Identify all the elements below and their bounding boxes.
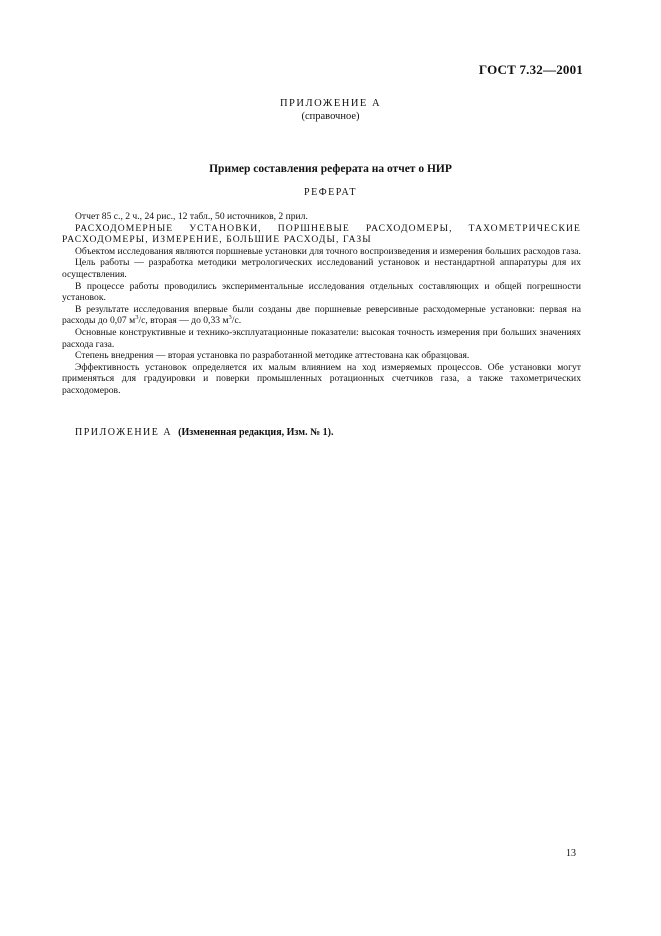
paragraph-process: В процессе работы проводились экспериментальные исследования отдельных составляющих и общей погрешности установок. <box>62 280 581 304</box>
amendment-label: ПРИЛОЖЕНИЕ А <box>75 427 173 438</box>
result-superscript-2: 3 <box>228 314 232 322</box>
result-text-3: /с. <box>231 315 242 327</box>
paragraph-goal: Цель работы — разработка методики метрологических исследований установок и нестандартной аппаратуры для их осуществления. <box>62 257 581 280</box>
result-superscript-1: 3 <box>135 314 139 322</box>
paragraph-object: Объектом исследования являются поршневые установки для точного воспроизведения и измерения больших расходов газа. <box>75 245 581 257</box>
result-text-2: /с, вторая — до 0,33 м <box>138 315 229 327</box>
paragraph-indicators: Основные конструктивные и технико-эксплуатационные показатели: высокая точность измерения при больших значениях расхода газа. <box>62 326 581 350</box>
paragraph-result <box>62 304 581 327</box>
abstract-body <box>62 211 581 397</box>
paragraph-implementation: Степень внедрения — вторая установка по разработанной методике аттестована как образцовая. <box>75 350 470 362</box>
amendment-note <box>75 427 333 438</box>
standard-number: ГОСТ 7.32—2001 <box>478 62 583 77</box>
amendment-text: (Измененная редакция, Изм. № 1). <box>178 427 334 438</box>
appendix-title: ПРИЛОЖЕНИЕ А <box>279 98 382 109</box>
summary-line: Отчет 85 с., 2 ч., 24 рис., 12 табл., 50 источников, 2 прил. <box>75 211 308 222</box>
keywords: РАСХОДОМЕРНЫЕ УСТАНОВКИ, ПОРШНЕВЫЕ РАСХОДОМЕРЫ, ТАХОМЕТРИЧЕСКИЕ РАСХОДОМЕРЫ, ИЗМЕРЕНИЕ, БОЛЬШИЕ РАСХОДЫ, ГАЗЫ <box>62 222 581 246</box>
paragraph-efficiency: Эффективность установок определяется их малым влиянием на ход измеряемых процессов. Обе установки могут применяться для градуировки и поверки промышленных ротационных счетчиков газа, а также тахометрических расходомеров. <box>62 361 581 396</box>
document-title: Пример составления реферата на отчет о НИР <box>209 163 452 175</box>
appendix-subtitle: (справочное) <box>301 111 360 122</box>
appendix-heading <box>0 97 661 123</box>
abstract-heading: РЕФЕРАТ <box>304 187 357 198</box>
page-number: 13 <box>566 848 576 859</box>
result-text-1: В результате исследования впервые были созданы две поршневые реверсивные расходомерные установки: первая на расходы до 0,07 м <box>62 303 581 327</box>
